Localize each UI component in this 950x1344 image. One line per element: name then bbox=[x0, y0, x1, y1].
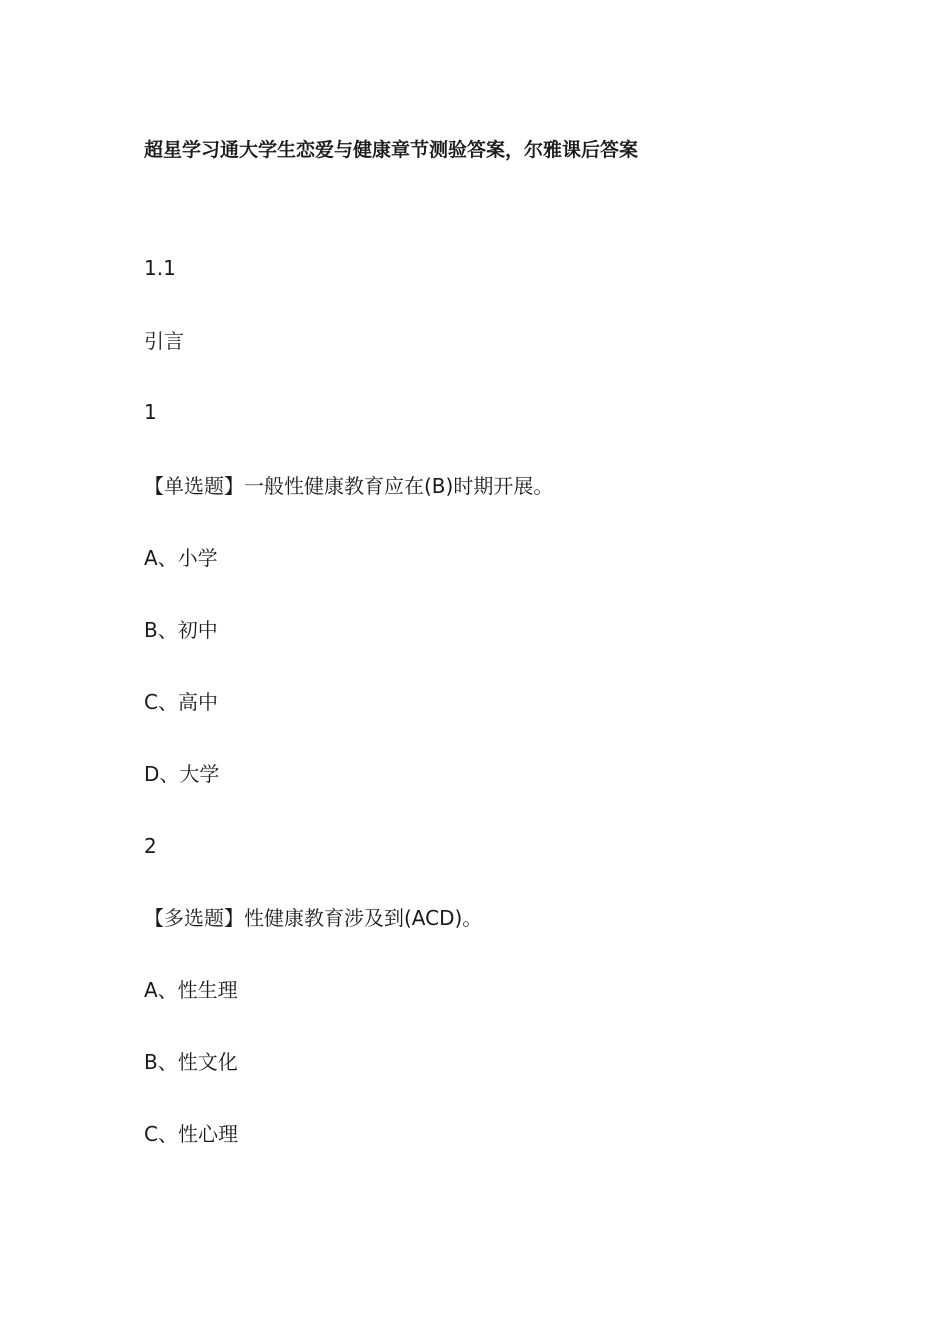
question-option: A、小学 bbox=[144, 546, 218, 570]
question-option: D、大学 bbox=[144, 762, 220, 786]
question-stem: 【多选题】性健康教育涉及到(ACD)。 bbox=[144, 906, 483, 930]
question-option: C、高中 bbox=[144, 690, 218, 714]
question-number: 1 bbox=[144, 400, 157, 424]
question-option: B、性文化 bbox=[144, 1050, 238, 1074]
section-title: 引言 bbox=[144, 329, 184, 353]
question-option: A、性生理 bbox=[144, 978, 238, 1002]
question-option: B、初中 bbox=[144, 618, 218, 642]
question-number: 2 bbox=[144, 834, 157, 858]
document-title: 超星学习通大学生恋爱与健康章节测验答案，尔雅课后答案 bbox=[144, 139, 639, 161]
question-option: C、性心理 bbox=[144, 1122, 238, 1146]
question-stem: 【单选题】一般性健康教育应在(B)时期开展。 bbox=[144, 474, 554, 498]
section-number: 1.1 bbox=[144, 256, 176, 280]
